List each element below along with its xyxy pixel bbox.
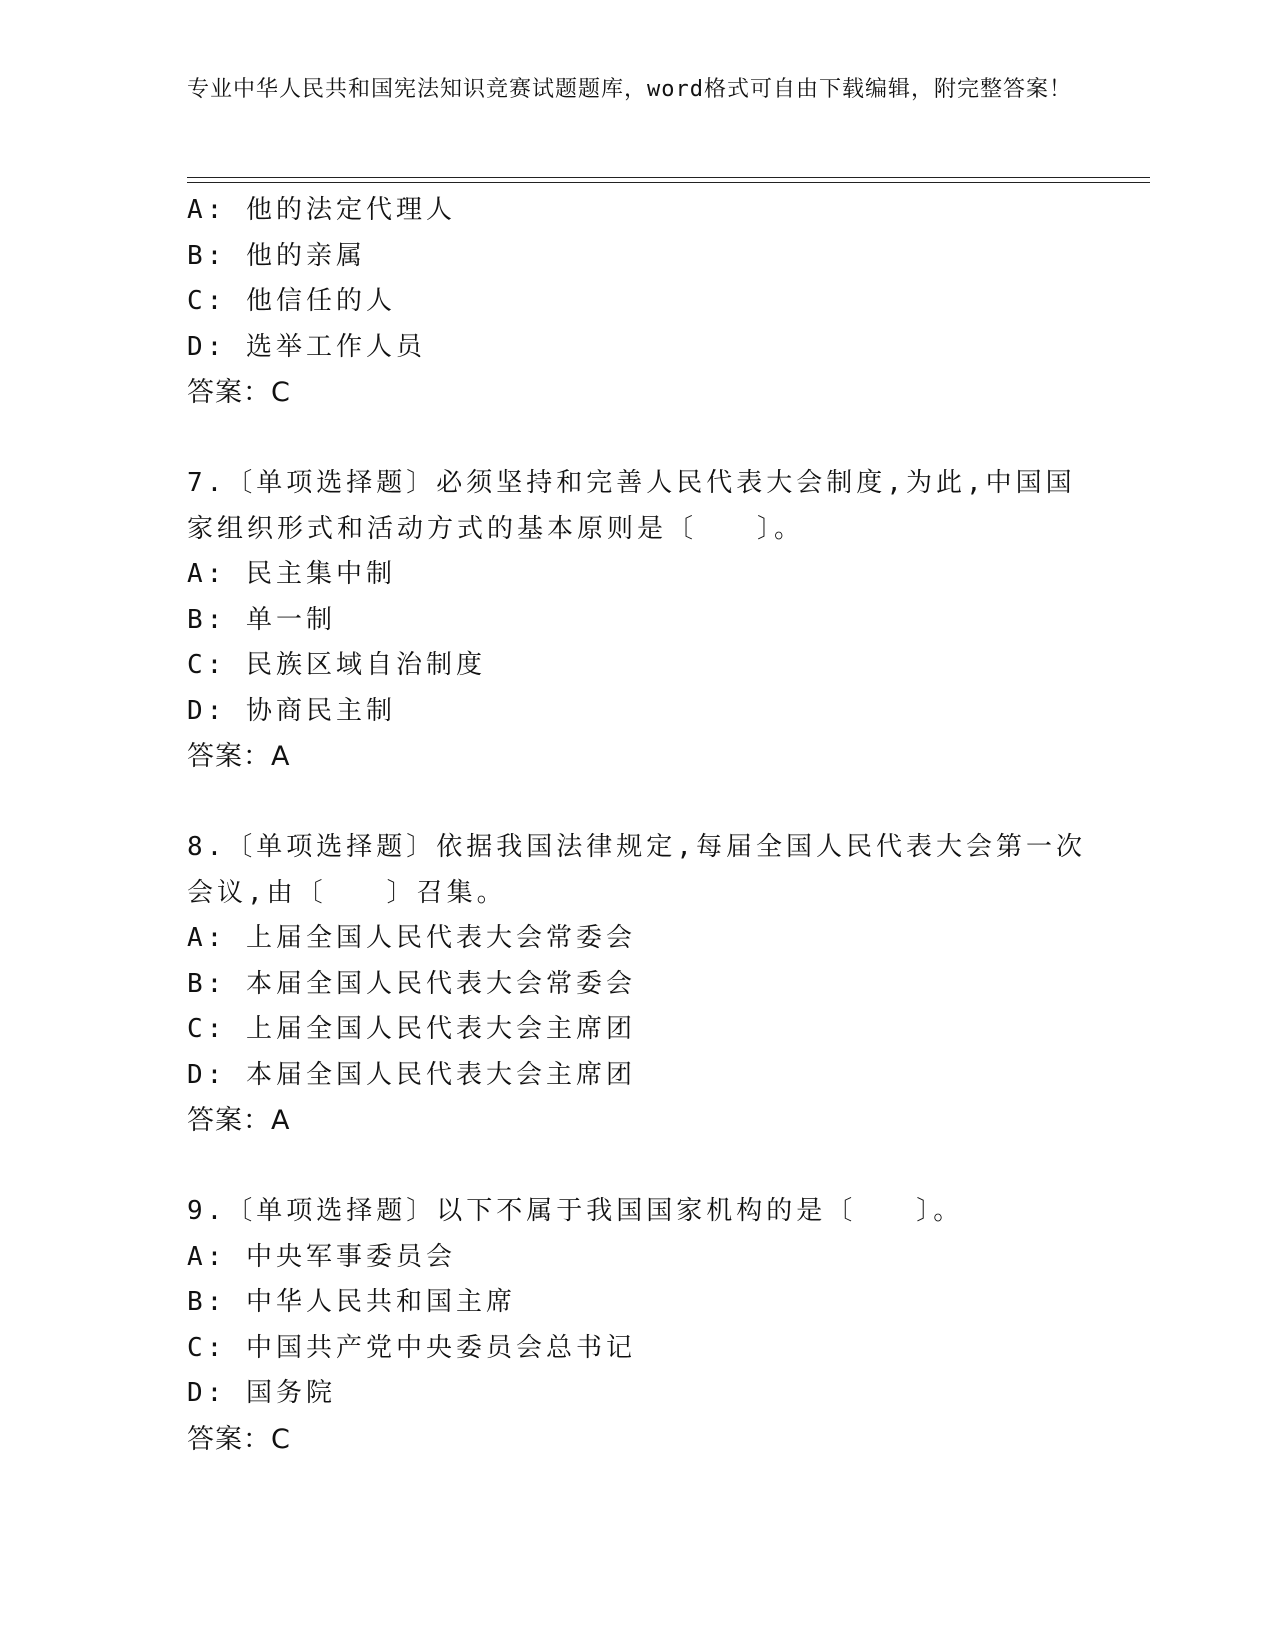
option-d: D: 选举工作人员 (187, 331, 426, 362)
option-a: A: 民主集中制 (187, 559, 396, 589)
option-d: D: 国务院 (187, 1378, 336, 1408)
document-header: 专业中华人民共和国宪法知识竞赛试题题库，word格式可自由下载编辑，附完整答案！ (187, 77, 1072, 102)
option-b: B: 本届全国人民代表大会常委会 (187, 968, 636, 999)
option-d: D: 本届全国人民代表大会主席团 (187, 1059, 636, 1090)
option-a: A: 上届全国人民代表大会常委会 (187, 923, 636, 953)
option-d: D: 协商民主制 (187, 695, 396, 726)
option-c: C: 他信任的人 (187, 286, 396, 316)
spacer (187, 780, 1087, 826)
spacer (187, 1144, 1087, 1190)
question-block-8 (187, 825, 1087, 1144)
option-c: C: 中国共产党中央委员会总书记 (187, 1332, 636, 1363)
header-rule-bottom (187, 182, 1150, 183)
answer-line: 答案：A (187, 1105, 291, 1136)
spacer (187, 416, 1087, 462)
option-b: B: 单一制 (187, 604, 336, 635)
answer-line: 答案：A (187, 741, 291, 772)
question-list (187, 188, 1087, 1462)
question-block-9 (187, 1189, 1087, 1462)
question-text: 7.〔单项选择题〕必须坚持和完善人民代表大会制度,为此,中国国家组织形式和活动方式的基本原则是〔 〕。 (187, 468, 1076, 544)
question-text: 9.〔单项选择题〕以下不属于我国国家机构的是〔 〕。 (187, 1196, 964, 1226)
option-a: A: 中央军事委员会 (187, 1241, 456, 1272)
option-b: B: 中华人民共和国主席 (187, 1287, 516, 1317)
option-a: A: 他的法定代理人 (187, 195, 456, 225)
option-c: C: 民族区域自治制度 (187, 650, 486, 680)
answer-line: 答案：C (187, 377, 291, 408)
header-rule-top (187, 177, 1150, 178)
option-c: C: 上届全国人民代表大会主席团 (187, 1014, 636, 1044)
question-block-7 (187, 461, 1087, 780)
question-block-6 (187, 188, 1087, 416)
answer-line: 答案：C (187, 1423, 291, 1455)
option-b: B: 他的亲属 (187, 240, 366, 271)
question-text: 8.〔单项选择题〕依据我国法律规定,每届全国人民代表大会第一次会议,由〔 〕召集。 (187, 832, 1086, 908)
